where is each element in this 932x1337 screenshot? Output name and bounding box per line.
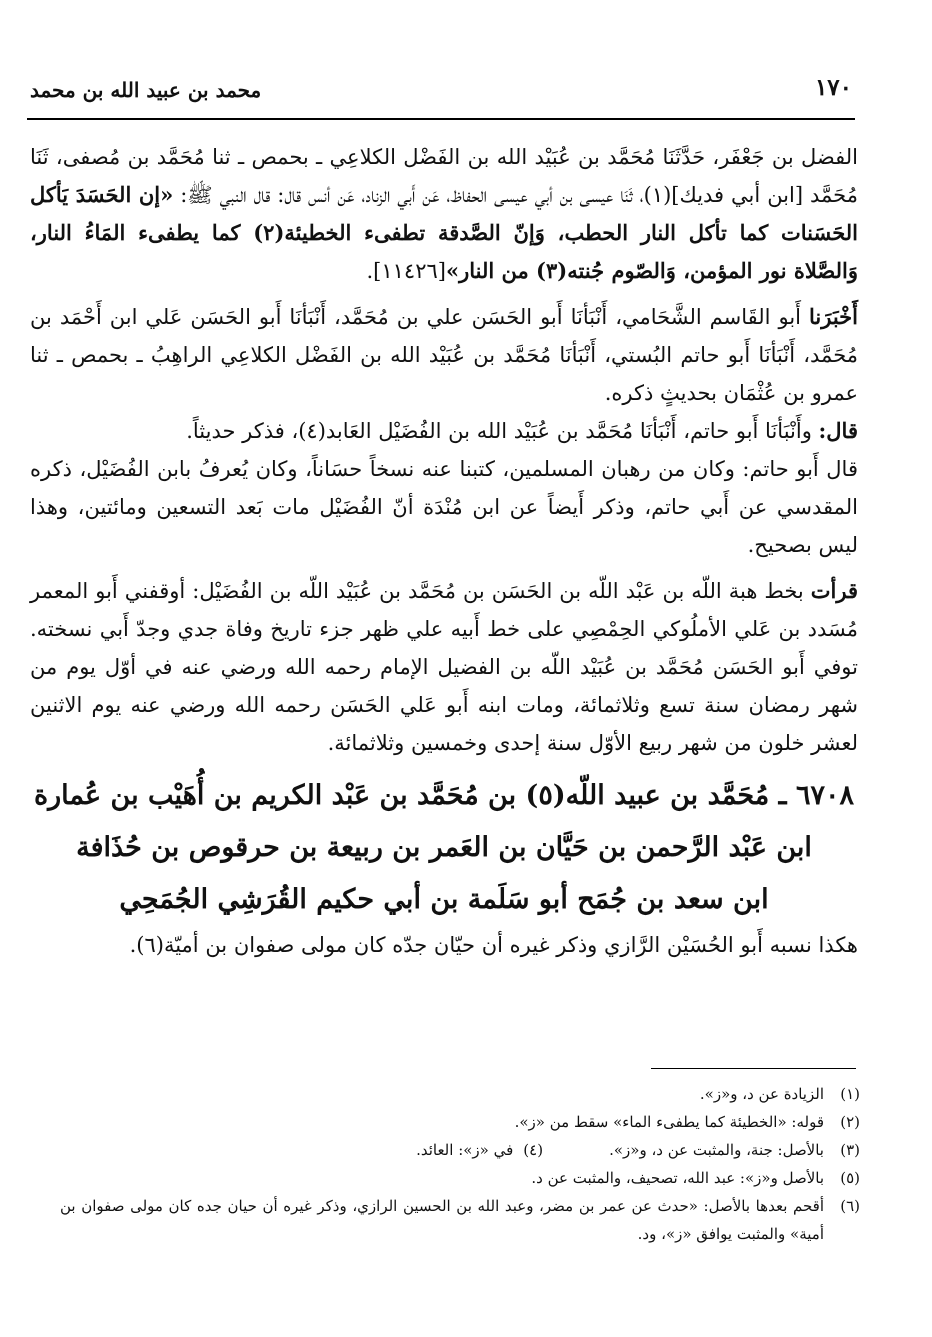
footnote-text: قوله: «الخطيئة كما يطفىء الماء» سقط من «ز». (514, 1113, 824, 1131)
paragraph-text: قال أَبو حاتم: وكان من رهبان المسلمين، كتبنا عنه نسخاً حسَاناً، وكان يُعرفُ بابن الفُضَيْل، ذكره المقدسي عن أَبي حاتم، وذكر أَيضاً عن ابن مُنْدَة أنّ الفُضَيْل مات بَعد التسعين ومائتين، وهذا ليس بصحيح. (30, 457, 858, 557)
footnote-text: بالأصل و«ز»: عبد الله، تصحيف، والمثبت عن د. (531, 1169, 824, 1187)
paragraph-qaraat (30, 572, 858, 762)
page-number: ١٧٠ (814, 74, 852, 101)
footnote-number: (٦) (840, 1197, 860, 1215)
entry-heading-line: ٦٧٠٨ ـ مُحَمَّد بن عبيد اللّه(٥) بن مُحَمَّد بن عَبْد الكريم بن أُهَيْب بن عُمارة (34, 780, 854, 811)
entry-heading-line: ابن سعد بن جُمَح أبو سَلَمة بن أبي حكيم القُرَشِي الجُمَحِي (119, 884, 769, 915)
paragraph-keyword: قرأت (810, 578, 858, 603)
main-text (30, 138, 858, 964)
header-rule (27, 118, 855, 120)
running-title: محمد بن عبيد الله بن محمد (30, 78, 262, 102)
footnotes (60, 1080, 860, 1248)
footnote-number: (٤) (523, 1141, 544, 1159)
footnote-number: (٥) (840, 1169, 860, 1187)
paragraph-keyword: قال: (818, 418, 858, 443)
paragraph-nasab (30, 926, 858, 964)
entry-heading-line: ابن عَبْد الرَّحمن بن حَيَّان بن العَمر بن ربيعة بن حرقوص بن حُذَافة (76, 832, 812, 863)
footnote (60, 1164, 860, 1192)
paragraph-text: وأَنْبَأنَا أَبو حاتم، أَنْبَأنَا مُحَمَّد بن عُبَيْد الله بن الفُضَيْل العَابد(٤)، فذكر حديثاً. (186, 419, 812, 443)
paragraph-abu-hatim (30, 450, 858, 564)
footnote-number: (١) (840, 1085, 860, 1103)
paragraph-keyword: أَخْبَرَنا (809, 304, 858, 329)
footnote-rule (651, 1068, 856, 1069)
footnote-text: في «ز»: العائد. (416, 1141, 514, 1159)
entry-heading (30, 770, 858, 926)
footnote (60, 1192, 860, 1248)
paragraph-qala (30, 412, 858, 450)
footnote-text: الزيادة عن د، و«ز». (699, 1085, 824, 1103)
paragraph-hadith (30, 138, 858, 290)
paragraph-text: أَبو القَاسم الشَّحَامي، أَنْبَأنَا أَبو الحَسَن علي بن مُحَمَّد، أَنْبَأنَا أَبو الحَسَن عَلي ابن أَحْمَد بن مُحَمَّد، أَنْبَأنَا أَبو حاتم البُستي، أَنْبَأنَا مُحَمَّد بن عُبَيْد الله بن الفَضْل الكلاعِي الراهِبُ ـ بحمص ـ ثنا عمرو بن عُثْمَان بحديثٍ ذكره. (30, 305, 858, 405)
page-header (30, 70, 852, 110)
footnote (60, 1080, 860, 1108)
footnote-text: أقحم بعدها بالأصل: «حدث عن عمر بن مضر، وعبد الله بن الحسين الرازي، وذكر غيره أن حيان جده كان مولى صفوان بن أمية» والمثبت يوافق «ز»، ود. (60, 1197, 824, 1243)
footnote-number: (٣) (840, 1141, 860, 1159)
paragraph-text: بخط هبة اللّه بن عَبْد اللّه بن الحَسَن بن مُحَمَّد بن عُبَيْد اللّه بن الفُضَيْل: أوقفني أَبو المعمر مُسَدد بن عَلي الأملُوكي الحِمْصِي على خط أَبيه علي ظهر جزء تاريخ وفاة جدي وجدّ أَبي نسخته. توفي أَبو الحَسَن مُحَمَّد بن عُبَيْد اللّه بن الفضيل الإمام رحمه الله ورضي عنه في أوّل يوم من شهر رمضان سنة تسع وثلاثمائة، ومات ابنه أَبو عَلي الحَسَن رحمه الله ورضي عنه يوم الاثنين لعشر خلون من شهر ربيع الأوّل سنة إحدى وخمسين وثلاثمائة. (30, 579, 858, 755)
hadith-quote: «إن الحَسَدَ يَأكل الحَسَنات كما تأكل النار الحطب، وَإنّ الصَّدقة تطفىء الخطيئة(٢) كما يطفىء المَاءُ النار، وَالصَّلاة نور المؤمن، وَالصّوم جُنته(٣) من النار» (30, 182, 858, 283)
paragraph-text: الفضل بن جَعْفَر، حَدَّثَنَا مُحَمَّد بن عُبَيْد الله بن الفَضْل الكلاعِي ـ بحمص ـ ثنا مُحَمَّد بن مُصفى، ثَنَا مُحَمَّد [ابن أبي فديك](١)، ثَنَا عيسى بن أبي عيسى الحفاظ، عَن أَبي الزناد، عَن أنس قال: قال النبي ﷺ: (30, 145, 858, 207)
footnote-text: بالأصل: جنة، والمثبت عن د، و«ز». (609, 1141, 824, 1159)
footnote (60, 1108, 860, 1136)
hadith-reference: [١١٤٢٦]. (366, 259, 446, 283)
paragraph-akhbarana (30, 298, 858, 412)
footnote-number: (٢) (840, 1113, 860, 1131)
footnote (60, 1136, 860, 1164)
footnote-text-pair (60, 1136, 824, 1164)
paragraph-text: هكذا نسبه أَبو الحُسَيْن الرَّازي وذكر غيره أن حيّان جدّه كان مولى صفوان بن أميّة(٦). (129, 933, 858, 957)
